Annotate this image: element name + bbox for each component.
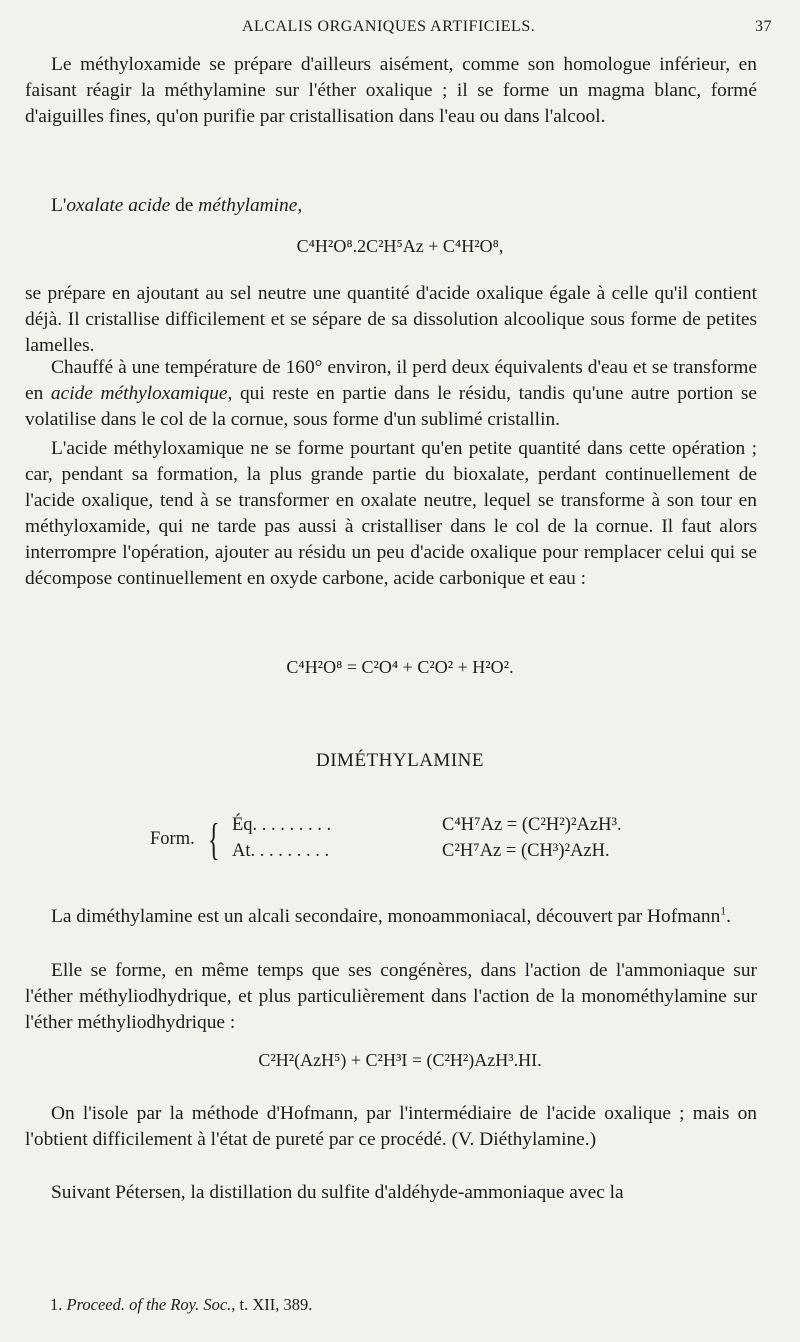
formula-oxalate: C⁴H²O⁸.2C²H⁵Az + C⁴H²O⁸, [296, 236, 504, 256]
paragraph-oxalate-title: L'oxalate acide de méthylamine, [51, 195, 303, 216]
footnote-ref: 1 [720, 904, 727, 918]
page-number: 37 [755, 18, 772, 35]
paragraph-dimethylamine-intro: La diméthylamine est un alcali secondaire, monoammoniacal, découvert par Hofmann$^1$. [51, 904, 731, 927]
formula-row-at [232, 841, 672, 867]
formula-decomposition: C⁴H²O⁸ = C²O⁴ + C²O² + H²O². [286, 657, 514, 677]
brace-icon: { [208, 815, 220, 864]
formula-row-eq [232, 815, 672, 841]
paragraph-isolation: On l'isole par la méthode d'Hofmann, par l'intermédiaire de l'acide oxalique ; mais on l'obtient difficilement à l'état de pureté par ce procédé. (V. Diéthylamine.) [25, 1103, 757, 1150]
paragraph-formation: Elle se forme, en même temps que ses congénères, dans l'action de l'ammoniaque sur l'éther méthyliodhydrique, et plus particulièrement dans l'action de la monométhylamine sur l'éther méthyliodhydrique : [25, 960, 757, 1033]
paragraph-petersen: Suivant Pétersen, la distillation du sulfite d'aldéhyde-ammoniaque avec la [51, 1182, 624, 1203]
formula-table [150, 815, 670, 871]
footnote: 1. Proceed. of the Roy. Soc., t. XII, 389. [50, 1295, 313, 1314]
eq-formula: C⁴H⁷Az = (C²H²)²AzH³. [442, 815, 622, 835]
paragraph-methyloxamide: Le méthyloxamide se prépare d'ailleurs aisément, comme son homologue inférieur, en faisant réagir la méthylamine sur l'éther oxalique ; il se forme un magma blanc, formé d'aiguilles fines, qu'on purifie par cristallisation dans l'eau ou dans l'alcool. [25, 54, 757, 127]
at-label: At. . . . . . . . . [232, 841, 330, 861]
running-header [0, 18, 800, 42]
eq-label: Éq. . . . . . . . . [232, 815, 332, 835]
at-formula: C²H⁷Az = (CH³)²AzH. [442, 841, 610, 861]
paragraph-methyloxamic-acid: L'acide méthyloxamique ne se forme pourtant qu'en petite quantité dans cette opération ; car, pendant sa formation, la plus grande partie du bioxalate, perdant continuellement de l'acide oxalique, tend à se transformer en oxalate neutre, lequel se transforme à son tour en méthyloxamide, qui ne tarde pas aussi à cristalliser dans le col de la cornue. Il faut alors interrompre l'opération, ajouter au résidu un peu d'acide oxalique pour remplacer celui qui se décompose continuellement en oxyde carbone, acide carbonique et eau : [25, 438, 757, 589]
running-title: ALCALIS ORGANIQUES ARTIFICIELS. [242, 18, 536, 35]
form-label: Form. [150, 829, 195, 849]
paragraph-heating: Chauffé à une température de 160° environ, il perd deux équivalents d'eau et se transforme en acide méthyloxamique, qui reste en partie dans le résidu, tandis qu'une autre portion se volatilise dans le col de la cornue, sous forme d'un sublimé cristallin. [25, 357, 757, 430]
formula-reaction: C²H²(AzH⁵) + C²H³I = (C²H²)AzH³.HI. [258, 1050, 542, 1070]
paragraph-preparation: se prépare en ajoutant au sel neutre une quantité d'acide oxalique égale à celle qu'il contient déjà. Il cristallise difficilement et se sépare de sa dissolution alcoolique sous forme de petites lamelles. [25, 283, 757, 356]
section-heading: DIMÉTHYLAMINE [316, 750, 484, 771]
